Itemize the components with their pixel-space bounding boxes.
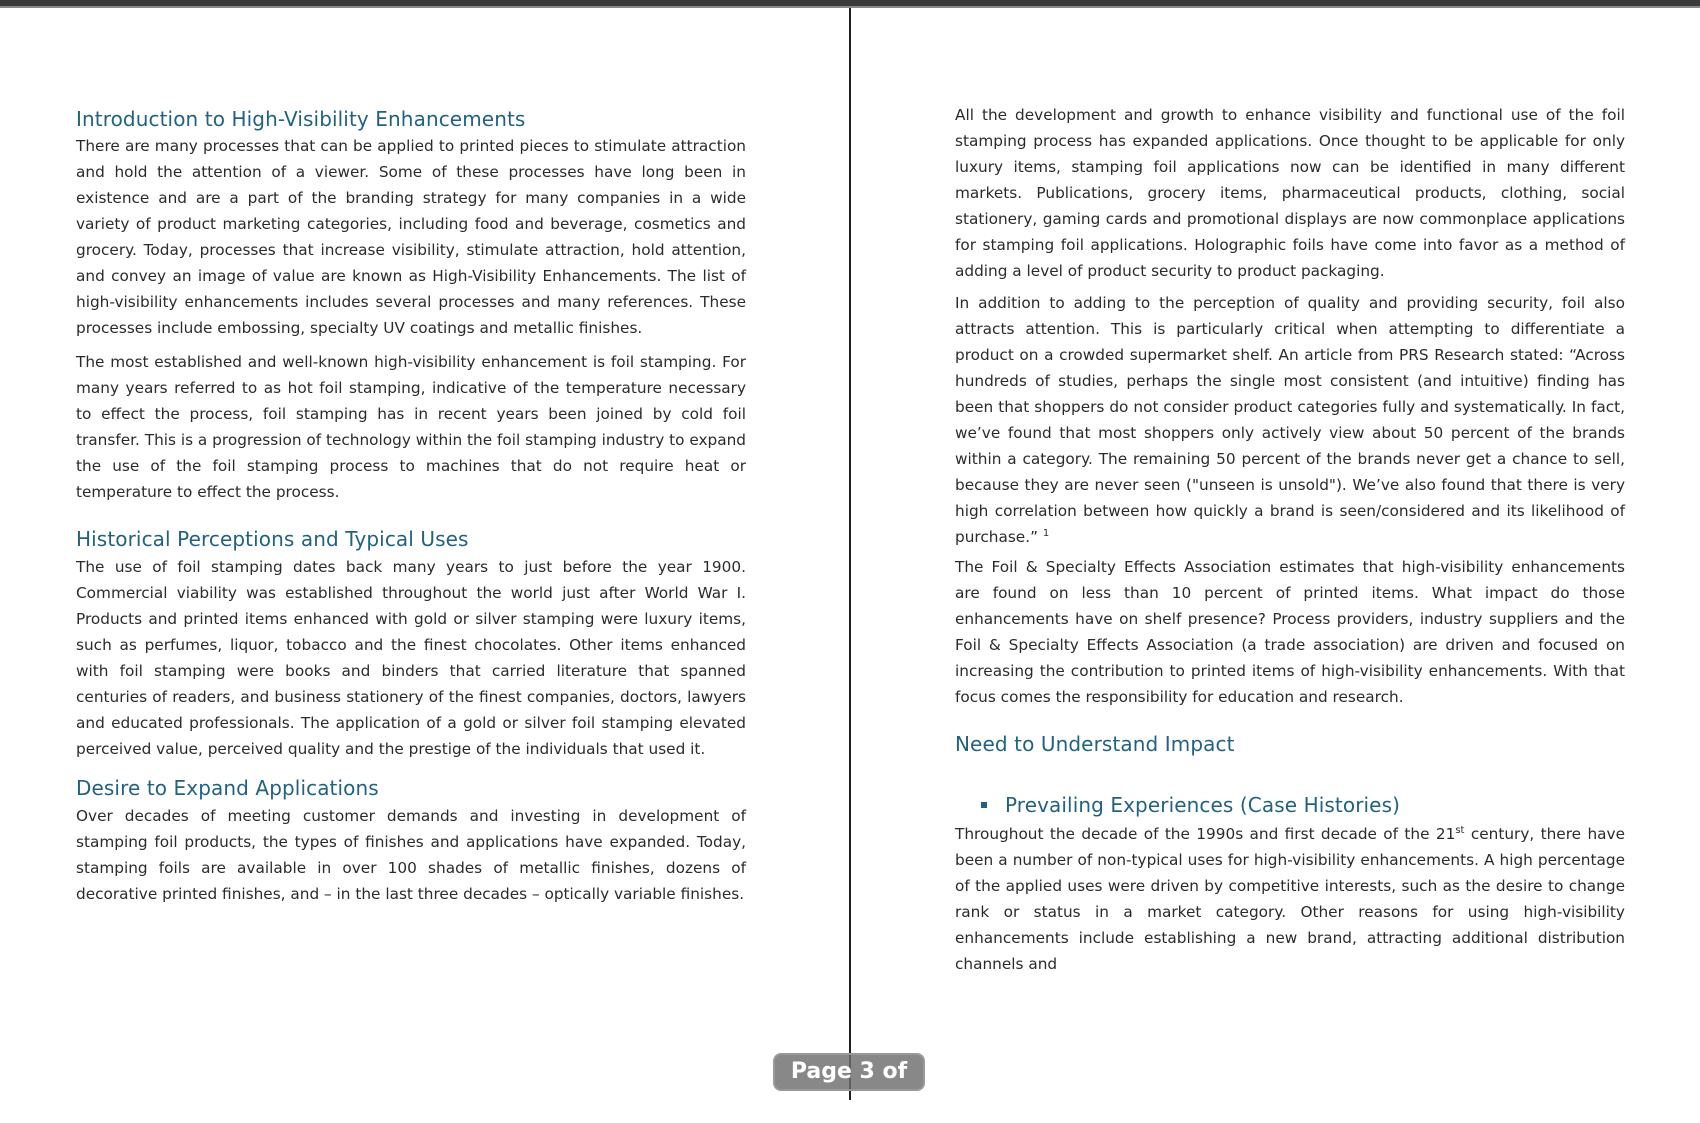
paragraph-association bbox=[955, 554, 1625, 710]
right-page bbox=[955, 0, 1625, 1100]
paragraph-association-text: The Foil & Specialty Effects Association estimates that high-visibility enhancements are found on less than 10 percent of printed items. What impact do those enhancements have on shelf presence? Process providers, industry suppliers and the Foil & Specialty Effects Association (a trade association) are driven and focused on increasing the contribution to printed items of high-visibility enhancements. With that focus comes the responsibility for education and research. bbox=[955, 558, 1625, 706]
section-heading-introduction: Introduction to High-Visibility Enhancements bbox=[76, 107, 526, 131]
superscript-ordinal: st bbox=[1455, 824, 1465, 836]
page-indicator: Page 3 of 11 bbox=[773, 1053, 925, 1091]
paragraph-intro-1: There are many processes that can be applied to printed pieces to stimulate attraction and hold the attention of a viewer. Some of these processes have long been in existence and are a part of the branding strategy for many companies in a wide variety of product marketing categories, including food and beverage, cosmetics and grocery. Today, processes that increase visibility, stimulate attraction, hold attention, and convey an image of value are known as High-Visibility Enhancements. The list of high-visibility enhancements includes several processes and many references. These processes include embossing, specialty UV coatings and metallic finishes. bbox=[76, 137, 746, 337]
paragraph-intro-2: The most established and well-known high-visibility enhancement is foil stamping. For many years referred to as hot foil stamping, indicative of the temperature necessary to effect the process, foil stamping has in recent years been joined by cold foil transfer. This is a progression of technology within the foil stamping industry to expand the use of the foil stamping process to machines that do not require heat or temperature to effect the process. bbox=[76, 353, 747, 501]
bullet-square-icon bbox=[981, 802, 987, 808]
paragraph-applications bbox=[955, 102, 1625, 284]
subheading-case-histories bbox=[955, 792, 1651, 818]
section-heading-need: Need to Understand Impact bbox=[955, 732, 1235, 756]
paragraph-case-text-a: Throughout the decade of the 1990s and first decade of the 21 bbox=[955, 825, 1456, 843]
subheading-label: Prevailing Experiences (Case Histories) bbox=[1005, 793, 1401, 817]
paragraph-attention bbox=[955, 290, 1625, 550]
paragraph-desire: Over decades of meeting customer demands and investing in development of stamping foil products, the types of finishes and applications have expanded. Today, stamping foils are available in over 100 shades of metallic finishes, dozens of decorative printed finishes, and – in the last three decades – optically variable finishes. bbox=[76, 807, 746, 903]
paragraph-case-histories bbox=[955, 821, 1625, 977]
paragraph-case-text-b: century, there have been a number of non-typical uses for high-visibility enhancements. A high percentage of the applied uses were driven by competitive interests, such as the desire to change rank or status in a market category. Other reasons for using high-visibility enhancements include establishing a new brand, attracting additional distribution channels and bbox=[955, 825, 1625, 973]
paragraph-applications-text: All the development and growth to enhance visibility and functional use of the foil stamping process has expanded applications. Once thought to be applicable for only luxury items, stamping foil applications now can be identified in many different markets. Publications, grocery items, pharmaceutical products, clothing, social stationery, gaming cards and promotional displays are now commonplace applications for stamping foil applications. Holographic foils have come into favor as a method of adding a level of product security to product packaging. bbox=[955, 106, 1625, 280]
left-page bbox=[76, 0, 746, 1100]
footnote-marker[interactable]: 1 bbox=[1042, 527, 1050, 539]
section-heading-desire: Desire to Expand Applications bbox=[76, 776, 379, 800]
section-heading-history: Historical Perceptions and Typical Uses bbox=[76, 527, 469, 551]
page-spine-divider bbox=[849, 8, 851, 1100]
paragraph-history: The use of foil stamping dates back many years to just before the year 1900. Commercial viability was established throughout the world just after World War I. Products and printed items enhanced with gold or silver stamping were luxury items, such as perfumes, liquor, tobacco and the finest chocolates. Other items enhanced with foil stamping were books and binders that carried literature that spanned centuries of readers, and business stationery of the finest companies, doctors, lawyers and educated professionals. The application of a gold or silver foil stamping elevated perceived value, perceived quality and the prestige of the individuals that used it. bbox=[76, 558, 746, 758]
paragraph-attention-text: In addition to adding to the perception of quality and providing security, foil also attracts attention. This is particularly critical when attempting to differentiate a product on a crowded supermarket shelf. An article from PRS Research stated: “Across hundreds of studies, perhaps the single most consistent (and intuitive) finding has been that shoppers do not consider product categories fully and systematically. In fact, we’ve found that most shoppers only actively view about 50 percent of the brands within a category. The remaining 50 percent of the brands never get a chance to sell, because they are never seen ("unseen is unsold"). We’ve also found that there is very high correlation between how quickly a brand is seen/considered and its likelihood of purchase.” bbox=[955, 294, 1625, 546]
